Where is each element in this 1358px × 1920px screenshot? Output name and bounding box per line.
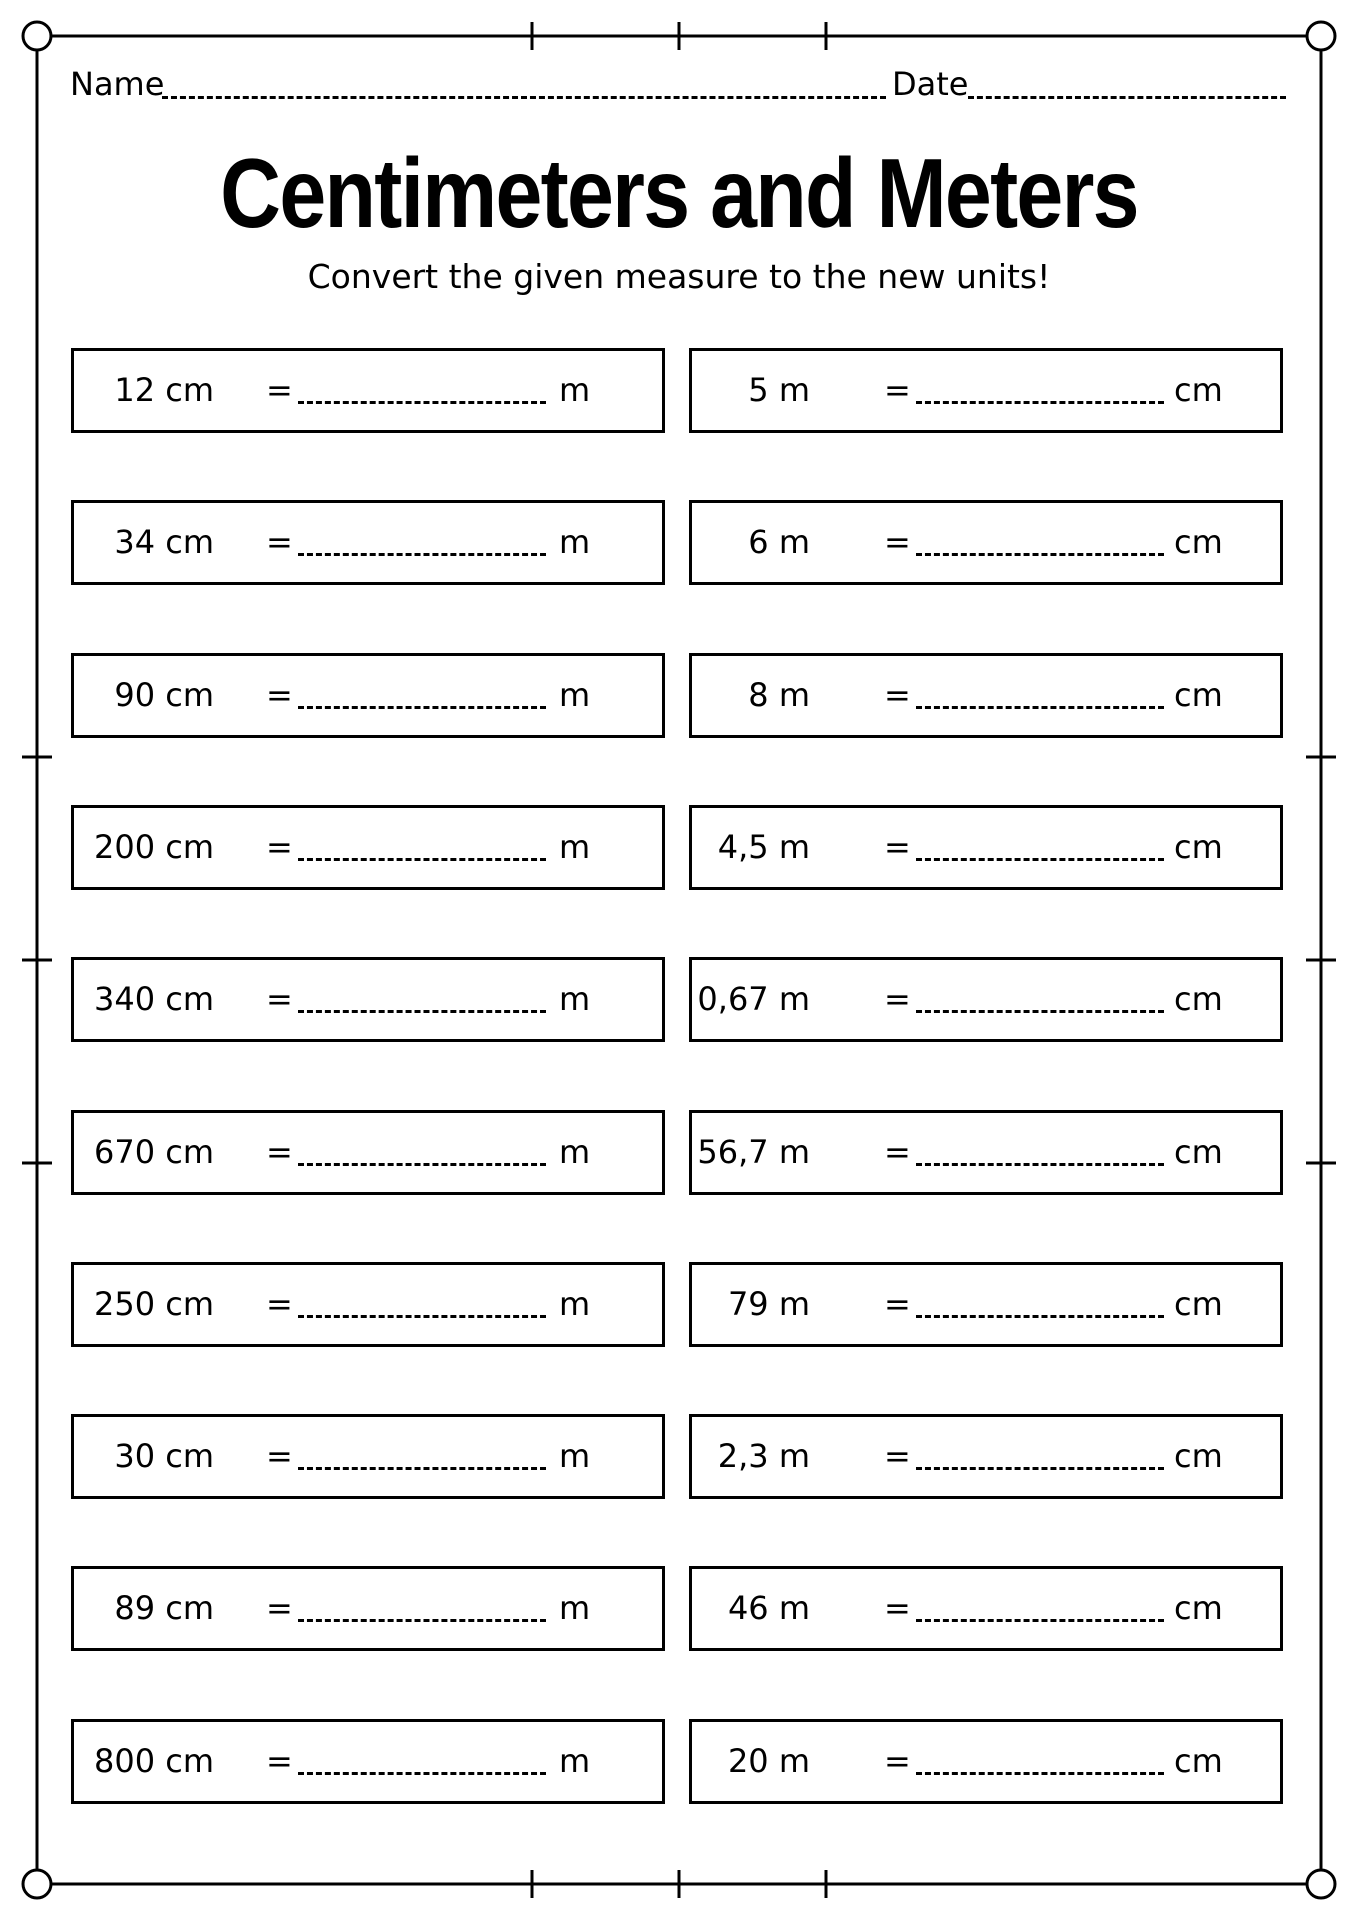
target-unit: cm <box>1174 1742 1223 1780</box>
date-field[interactable] <box>968 96 1286 99</box>
conversion-problem-right-9 <box>689 1566 1283 1651</box>
given-measure: 20 m <box>727 1742 810 1780</box>
corner-circle-top-left <box>23 22 51 50</box>
equals-sign: = <box>266 1437 293 1475</box>
answer-blank[interactable] <box>298 1772 546 1775</box>
target-unit: m <box>559 1437 591 1475</box>
target-unit: cm <box>1174 371 1223 409</box>
answer-blank[interactable] <box>298 1315 546 1318</box>
equals-sign: = <box>266 828 293 866</box>
given-measure: 250 cm <box>93 1285 214 1323</box>
conversion-problem-left-9 <box>71 1566 665 1651</box>
corner-circle-bottom-right <box>1307 1870 1335 1898</box>
given-measure: 4,5 m <box>717 828 810 866</box>
conversion-problem-right-6 <box>689 1110 1283 1195</box>
answer-blank[interactable] <box>298 858 546 861</box>
conversion-problem-left-2 <box>71 500 665 585</box>
equals-sign: = <box>266 1589 293 1627</box>
conversion-problem-right-2 <box>689 500 1283 585</box>
equals-sign: = <box>266 523 293 561</box>
equals-sign: = <box>884 1437 911 1475</box>
target-unit: m <box>559 980 591 1018</box>
equals-sign: = <box>266 1285 293 1323</box>
equals-sign: = <box>884 980 911 1018</box>
given-measure: 34 cm <box>114 523 214 561</box>
given-measure: 30 cm <box>114 1437 214 1475</box>
given-measure: 46 m <box>727 1589 810 1627</box>
worksheet-instructions: Convert the given measure to the new units! <box>307 257 1051 296</box>
corner-circle-top-right <box>1307 22 1335 50</box>
name-label: Name <box>70 65 165 103</box>
equals-sign: = <box>266 980 293 1018</box>
equals-sign: = <box>884 676 911 714</box>
target-unit: m <box>559 1133 591 1171</box>
conversion-problem-left-1 <box>71 348 665 433</box>
target-unit: m <box>559 676 591 714</box>
date-label: Date <box>892 65 969 103</box>
answer-blank[interactable] <box>916 1163 1164 1166</box>
equals-sign: = <box>884 523 911 561</box>
answer-blank[interactable] <box>916 1772 1164 1775</box>
answer-blank[interactable] <box>298 1163 546 1166</box>
given-measure: 90 cm <box>114 676 214 714</box>
conversion-problem-right-10 <box>689 1719 1283 1804</box>
conversion-problem-right-7 <box>689 1262 1283 1347</box>
answer-blank[interactable] <box>298 1619 546 1622</box>
conversion-problem-left-3 <box>71 653 665 738</box>
given-measure: 79 m <box>727 1285 810 1323</box>
given-measure: 800 cm <box>93 1742 214 1780</box>
target-unit: m <box>559 1285 591 1323</box>
equals-sign: = <box>884 1742 911 1780</box>
conversion-problem-left-8 <box>71 1414 665 1499</box>
given-measure: 89 cm <box>114 1589 214 1627</box>
target-unit: cm <box>1174 523 1223 561</box>
conversion-problem-left-7 <box>71 1262 665 1347</box>
answer-blank[interactable] <box>916 1010 1164 1013</box>
target-unit: m <box>559 1589 591 1627</box>
target-unit: m <box>559 371 591 409</box>
given-measure: 2,3 m <box>717 1437 810 1475</box>
equals-sign: = <box>266 1742 293 1780</box>
answer-blank[interactable] <box>298 1467 546 1470</box>
equals-sign: = <box>884 371 911 409</box>
equals-sign: = <box>266 1133 293 1171</box>
equals-sign: = <box>884 1133 911 1171</box>
given-measure: 12 cm <box>114 371 214 409</box>
name-field[interactable] <box>162 96 886 99</box>
target-unit: cm <box>1174 828 1223 866</box>
answer-blank[interactable] <box>916 706 1164 709</box>
target-unit: m <box>559 523 591 561</box>
conversion-problem-left-10 <box>71 1719 665 1804</box>
equals-sign: = <box>884 1285 911 1323</box>
given-measure: 340 cm <box>93 980 214 1018</box>
given-measure: 8 m <box>748 676 810 714</box>
target-unit: cm <box>1174 1133 1223 1171</box>
target-unit: cm <box>1174 1285 1223 1323</box>
answer-blank[interactable] <box>916 1467 1164 1470</box>
conversion-problem-left-4 <box>71 805 665 890</box>
worksheet-title: Centimeters and Meters <box>220 138 1138 248</box>
conversion-problem-right-8 <box>689 1414 1283 1499</box>
conversion-problem-left-6 <box>71 1110 665 1195</box>
equals-sign: = <box>266 676 293 714</box>
corner-circle-bottom-left <box>23 1870 51 1898</box>
answer-blank[interactable] <box>916 401 1164 404</box>
target-unit: cm <box>1174 1437 1223 1475</box>
given-measure: 6 m <box>748 523 810 561</box>
target-unit: m <box>559 1742 591 1780</box>
equals-sign: = <box>266 371 293 409</box>
given-measure: 0,67 m <box>697 980 810 1018</box>
conversion-problem-right-1 <box>689 348 1283 433</box>
conversion-problem-right-5 <box>689 957 1283 1042</box>
target-unit: cm <box>1174 980 1223 1018</box>
answer-blank[interactable] <box>298 553 546 556</box>
given-measure: 5 m <box>748 371 810 409</box>
answer-blank[interactable] <box>298 706 546 709</box>
answer-blank[interactable] <box>916 553 1164 556</box>
answer-blank[interactable] <box>916 858 1164 861</box>
given-measure: 200 cm <box>93 828 214 866</box>
conversion-problem-right-4 <box>689 805 1283 890</box>
equals-sign: = <box>884 1589 911 1627</box>
given-measure: 56,7 m <box>697 1133 810 1171</box>
target-unit: m <box>559 828 591 866</box>
target-unit: cm <box>1174 1589 1223 1627</box>
conversion-problem-right-3 <box>689 653 1283 738</box>
answer-blank[interactable] <box>916 1619 1164 1622</box>
given-measure: 670 cm <box>93 1133 214 1171</box>
target-unit: cm <box>1174 676 1223 714</box>
answer-blank[interactable] <box>298 1010 546 1013</box>
equals-sign: = <box>884 828 911 866</box>
answer-blank[interactable] <box>916 1315 1164 1318</box>
conversion-problem-left-5 <box>71 957 665 1042</box>
answer-blank[interactable] <box>298 401 546 404</box>
